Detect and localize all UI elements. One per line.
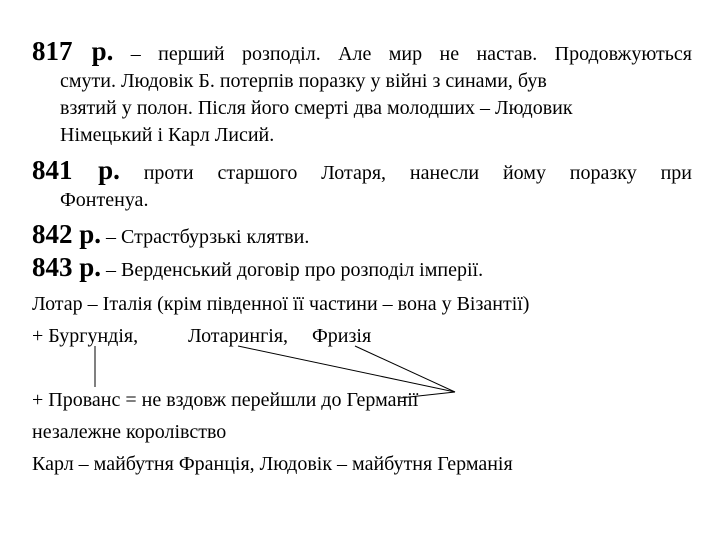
connector-line <box>238 346 455 392</box>
provence-line: + Прованс = не вздовж перейшли до Германії <box>32 389 419 411</box>
karl-line: Карл – майбутня Франція, Людовік – майбутня Германія <box>32 453 513 475</box>
territory-lotaringia: Лотарингія, <box>188 325 289 347</box>
entry-year: 817 р. <box>32 36 114 66</box>
entry-line: взятий у полон. Після його смерті два молодших – Людовик <box>60 97 573 119</box>
kingdom-line: незалежне королівство <box>32 421 227 443</box>
entry-year: 841 р. <box>32 155 120 185</box>
entry-year: 842 р. <box>32 219 102 249</box>
entry-line: Фонтенуа. <box>60 189 149 211</box>
territory-burgundy: + Бургундія, <box>32 325 139 347</box>
entry-text: – перший розподіл. Але мир не настав. Продовжуються <box>113 43 692 65</box>
entry-line: смути. Людовік Б. потерпів поразку у війні з синами, був <box>60 70 547 92</box>
entry-year: 843 р. <box>32 252 102 282</box>
entry-text: проти старшого Лотаря, нанесли йому поразку при <box>119 162 692 184</box>
connector-line <box>355 346 455 392</box>
entry-text: – Страстбурзькі клятви. <box>101 226 310 248</box>
territory-frisia: Фризія <box>312 325 372 347</box>
lotar-line: Лотар – Італія (крім південної її частини – вона у Візантії) <box>32 293 530 315</box>
entry-line: Німецький і Карл Лисий. <box>60 124 275 146</box>
entry-text: – Верденський договір про розподіл імперії. <box>101 259 484 281</box>
